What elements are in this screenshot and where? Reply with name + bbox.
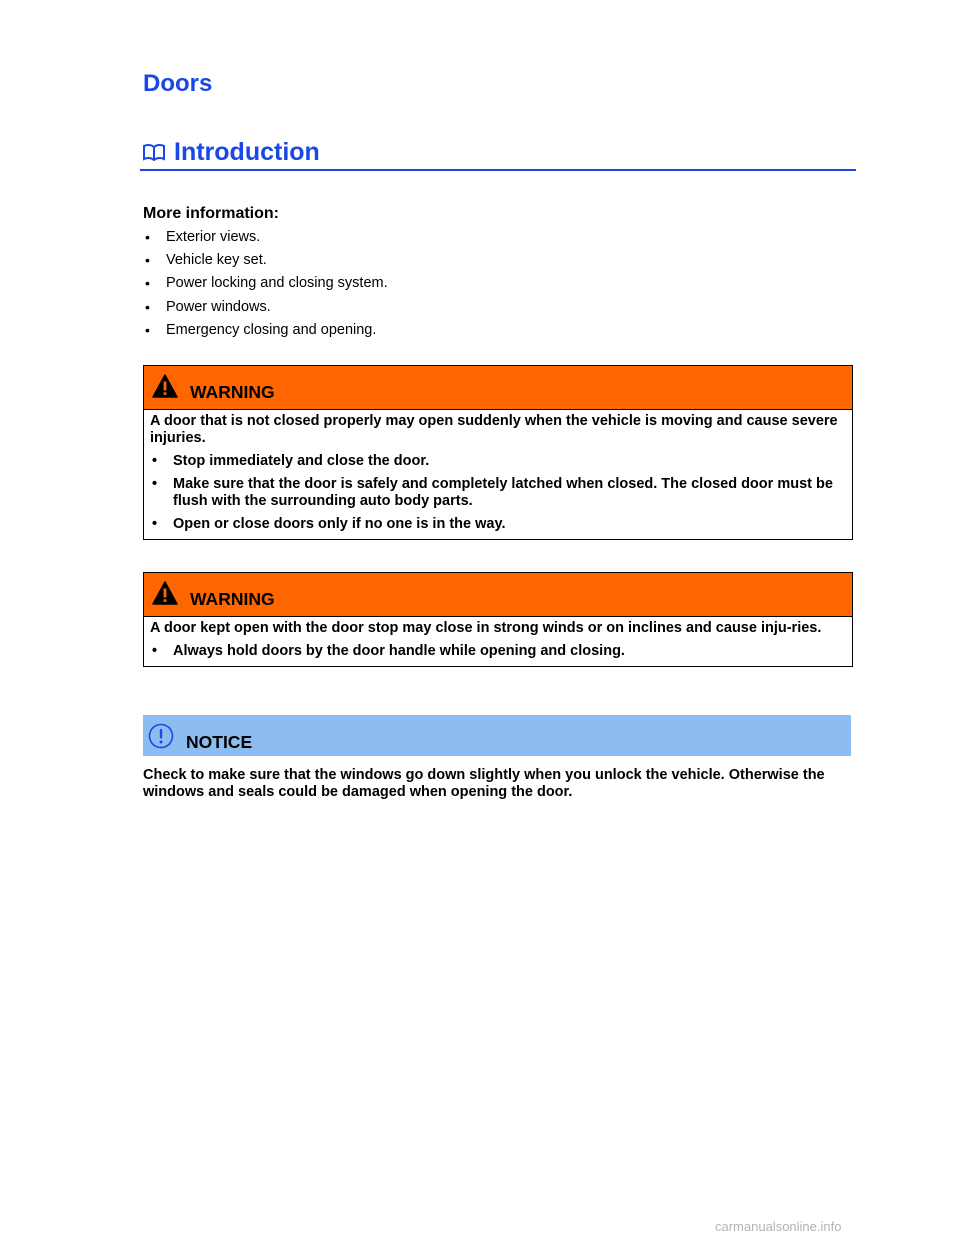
list-item[interactable]: • Power locking and closing system. [143,275,388,298]
list-item[interactable]: • Power windows. [143,299,388,322]
list-item[interactable]: • Emergency closing and opening. [143,322,388,345]
warning-bullet: • Open or close doors only if no one is in the way. [150,516,846,533]
page-title: Doors [143,70,213,97]
exclamation-circle-icon [148,723,174,749]
warning-triangle-icon [152,374,178,398]
warning-triangle-icon [152,581,178,605]
notice-text: Check to make sure that the windows go down slightly when you unlock the vehicle. Otherwise the windows and seals could be damaged when opening the door. [143,767,825,800]
warning-header [144,573,852,617]
warning-intro: A door that is not closed properly may open suddenly when the vehicle is moving and cause severe injuries. [150,413,838,446]
warning-header [144,366,852,410]
section-heading [140,137,856,171]
warning-box [143,572,853,667]
notice-header [143,715,851,756]
warning-bullet: • Stop immediately and close the door. [150,453,846,470]
watermark: carmanualsonline.info [715,1219,842,1234]
more-info-heading: More information: [143,205,279,222]
warning-box [143,365,853,540]
list-item[interactable]: • Vehicle key set. [143,252,388,275]
warning-bullet: • Always hold doors by the door handle while opening and closing. [150,643,846,660]
warning-label: WARNING [190,382,275,402]
warning-body [144,617,852,666]
warning-intro: A door kept open with the door stop may close in strong winds or on inclines and cause inju-ries. [150,620,822,636]
section-title: Introduction [174,138,320,166]
warning-bullet: • Make sure that the door is safely and completely latched when closed. The closed door must be flush with the surrounding auto body parts. [150,476,846,510]
warning-label: WARNING [190,589,275,609]
notice-label: NOTICE [186,732,253,752]
book-icon [142,143,166,161]
more-info-list [143,229,388,345]
list-item[interactable]: • Exterior views. [143,229,388,252]
warning-body [144,410,852,539]
